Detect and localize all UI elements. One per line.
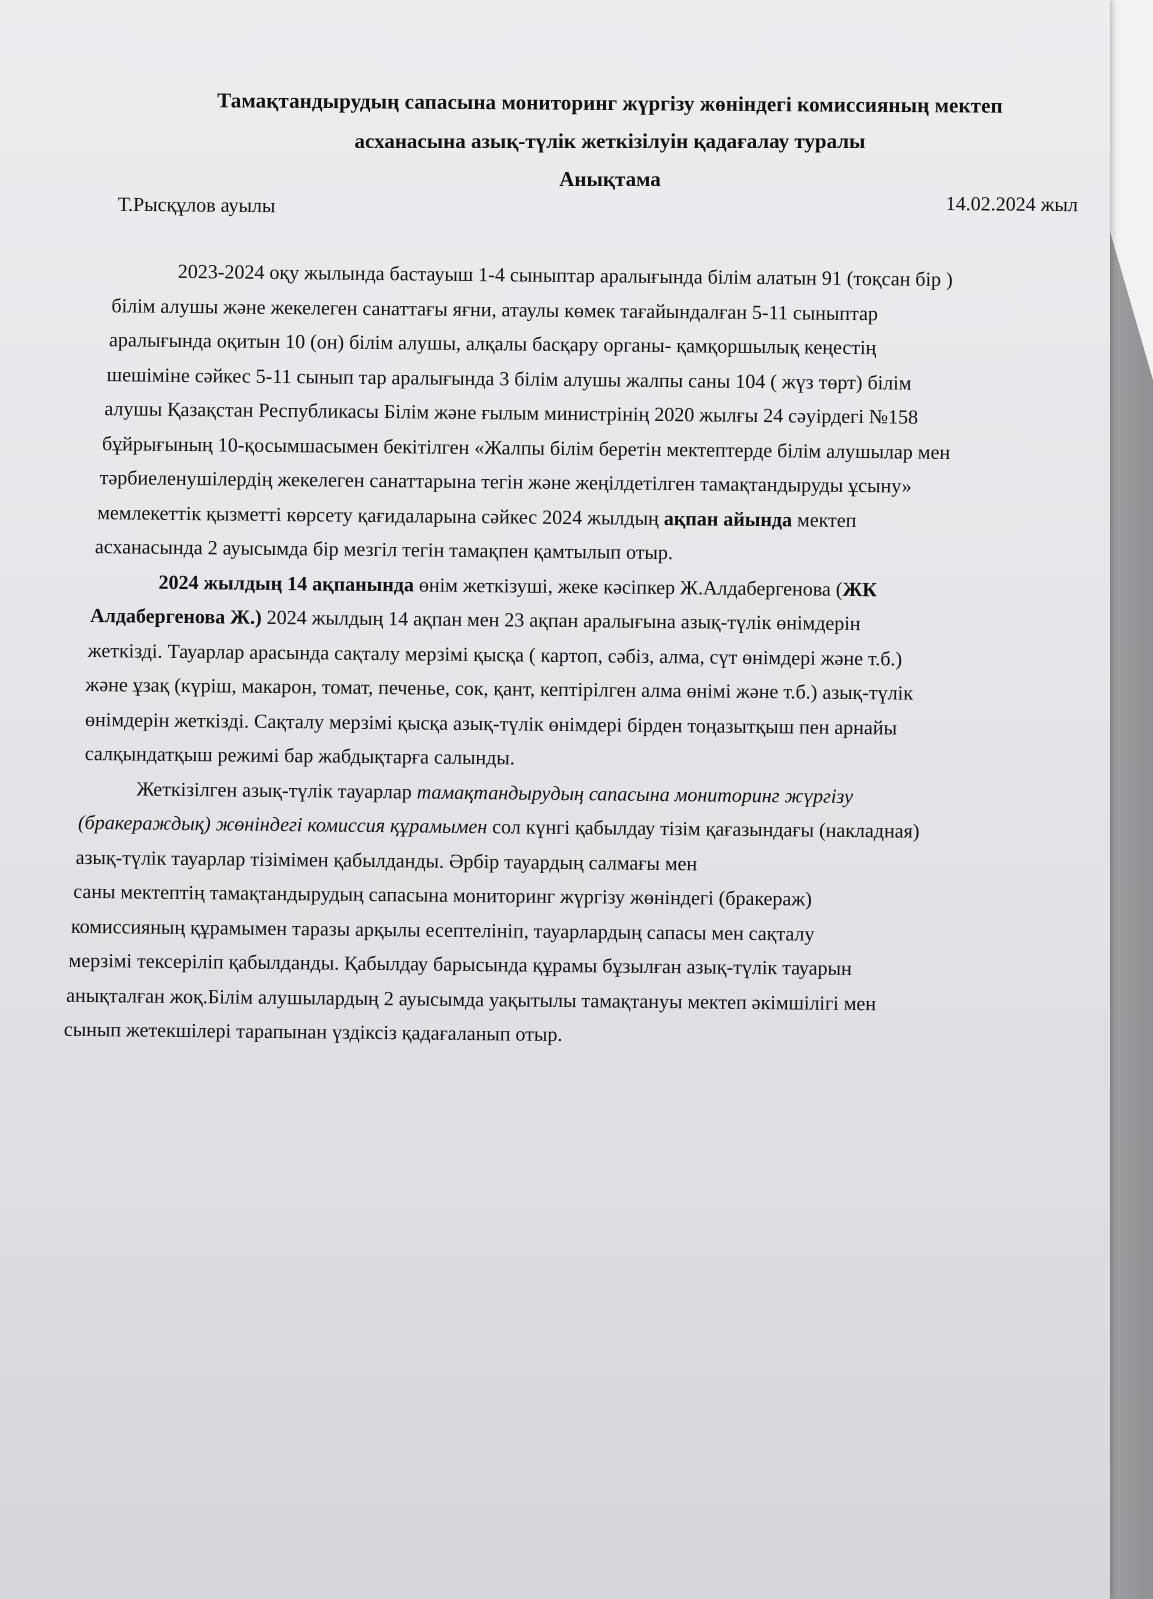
para2-line4: және ұзақ (күріш, макарон, томат, печенье, сок, қант, кептірілген алма өнімі және т.б.) азық-түлік	[85, 673, 914, 705]
para1-line6: бұйрығының 10-қосымшасымен бекітілген «Жалпы білім беретін мектептерде білім алушылар мен	[101, 432, 951, 464]
para1-line3: аралығында оқитын 10 (он) білім алушы, алқалы басқару органы- қамқоршылық кеңестің	[108, 329, 877, 360]
para2-line1-bold2: ЖК	[842, 578, 877, 601]
para3-line1-italic: тамақтандырудың сапасына мониторинг жүргізу	[416, 780, 854, 808]
para2-line5: өнімдерін жеткізді. Сақталу мерзімі қысқа азық-түлік өнімдері бірден тоңазытқыш пен арнайы	[85, 708, 898, 739]
para1-line8-bold: ақпан айында	[663, 507, 793, 531]
para3-line6: мерзімі тексеріліп қабылданды. Қабылдау барысында құрамы бұзылған азық-түлік тауарын	[68, 949, 852, 981]
para1-line8-a: мемлекеттік қызметті көрсету қағидаларына сәйкес 2024 жылдың	[97, 501, 664, 530]
para3-line8: сынып жетекшілері тарапынан үздіксіз қадағаланып отыр.	[63, 1018, 563, 1046]
para1-line8-c: мектеп	[792, 508, 857, 532]
title-line-2: асханасына азық-түлік жеткізілуін қадағалау туралы	[354, 129, 866, 153]
para2-line2-bold: Алдабергенова Ж.)	[90, 605, 262, 629]
para2-line1-bold: 2024 жылдың 14 ақпанында	[158, 571, 415, 596]
para1-line4: шешіміне сәйкес 5-11 сынып тар аралығында 3 білім алушы жалпы саны 104 ( жүз төрт) білім	[106, 363, 912, 395]
para3-line3: азық-түлік тауарлар тізімімен қабылданды. Әрбір тауардың салмағы мен	[75, 846, 698, 875]
title-line-1: Тамақтандырудың сапасына мониторинг жүргізу жөніндегі комиссияның мектеп	[217, 88, 1003, 118]
para3-line7: анықталған жоқ.Білім алушылардың 2 ауысымда уақытылы тамақтануы мектеп әкімшілігі мен	[66, 984, 877, 1015]
para3-line5: комиссияның құрамымен таразы арқылы есептелініп, тауарлардың сапасы мен сақталу	[70, 915, 815, 946]
para3-line2-italic: (бракераждық) жөніндегі комиссия құрамымен	[77, 811, 488, 839]
title-line-3: Анықтама	[559, 167, 661, 191]
para2-line2-b: 2024 жылдың 14 ақпан мен 23 ақпан аралығына азық-түлік өнімдерін	[261, 606, 861, 636]
para3-line2-b: сол күнгі қабылдау тізім қағазындағы (накладная)	[487, 816, 920, 843]
para2-line3: жеткізді. Тауарлар арасында сақталу мерзімі қысқа ( картоп, сәбіз, алма, сүт өнімдері және т.б.)	[87, 639, 903, 671]
document-date: 14.02.2024 жыл	[945, 193, 1078, 217]
para1-line5: алушы Қазақстан Республикасы Білім және ғылым министрінің 2020 жылғы 24 сәуірдегі №158	[104, 398, 919, 429]
para3-line1-a: Жеткізілген азық-түлік тауарлар	[136, 778, 417, 803]
para3-line4: саны мектептің тамақтандырудың сапасына мониторинг жүргізу жөніндегі (бракераж)	[73, 880, 812, 911]
place-name: Т.Рысқұлов ауылы	[117, 193, 276, 218]
para2-line6: салқындатқыш режимі бар жабдықтарға салынды.	[84, 742, 515, 770]
para2-line1-b: өнім жеткізуші, жеке кәсіпкер Ж.Алдабергенова (	[413, 573, 843, 601]
para1-line9: асханасында 2 ауысымда бір мезгіл тегін тамақпен қамтылып отыр.	[94, 536, 674, 565]
para1-line1: 2023-2024 оқу жылында бастауыш 1-4 сыныптар аралығында білім алатын 91 (тоқсан бір )	[177, 260, 953, 292]
document-body	[63, 254, 1090, 1058]
para1-line2: білім алушы және жекелеген санаттағы яғни, атаулы көмек тағайындалған 5-11 сыныптар	[111, 294, 879, 325]
document-title	[130, 84, 1090, 198]
para1-line7: тәрбиеленушілердің жекелеген санаттарына тегін және жеңілдетілген тамақтандыруды ұсыну»	[99, 467, 912, 498]
